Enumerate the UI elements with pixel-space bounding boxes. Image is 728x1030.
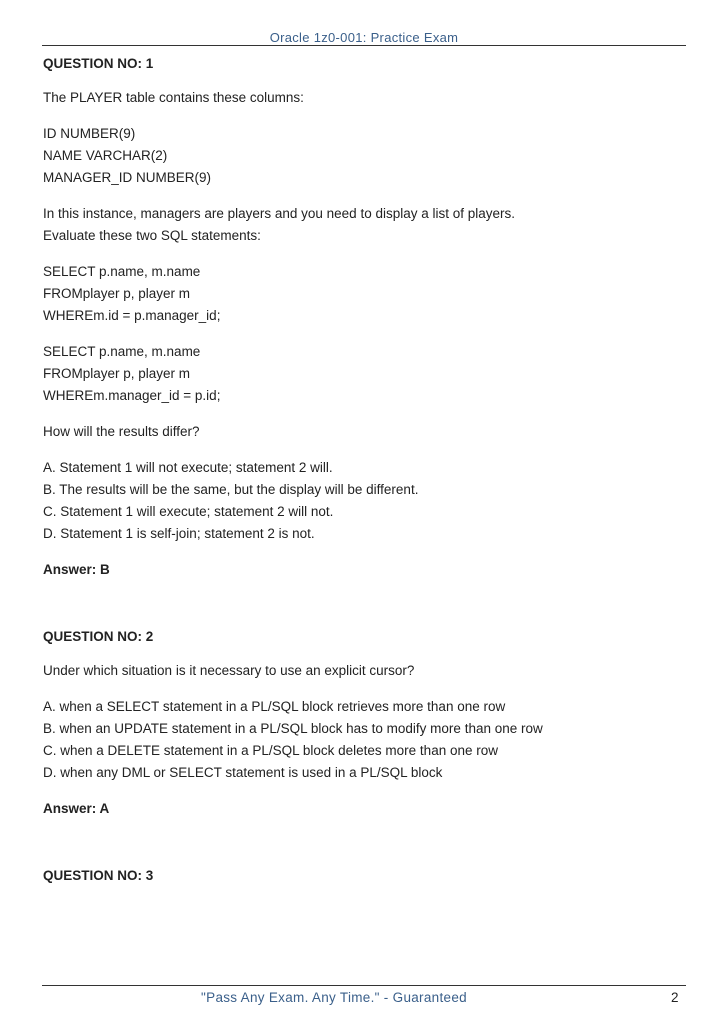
text-line: SELECT p.name, m.name bbox=[43, 264, 201, 279]
option-a: A. Statement 1 will not execute; statement 2 will. bbox=[43, 460, 333, 475]
text-line: How will the results differ? bbox=[43, 424, 200, 439]
header-divider bbox=[42, 45, 686, 46]
text-line: NAME VARCHAR(2) bbox=[43, 148, 168, 163]
answer-key: Answer: A bbox=[43, 801, 110, 816]
text-line: In this instance, managers are players and you need to display a list of players. bbox=[43, 206, 516, 221]
question-heading: QUESTION NO: 1 bbox=[43, 56, 154, 71]
option-a: A. when a SELECT statement in a PL/SQL block retrieves more than one row bbox=[43, 699, 506, 714]
option-c: C. when a DELETE statement in a PL/SQL block deletes more than one row bbox=[43, 743, 498, 758]
question-context bbox=[43, 203, 683, 247]
text-line: Under which situation is it necessary to use an explicit cursor? bbox=[43, 663, 415, 678]
spacer bbox=[43, 581, 683, 626]
option-d: D. Statement 1 is self-join; statement 2 is not. bbox=[43, 526, 315, 541]
question-1 bbox=[43, 53, 683, 581]
column-list bbox=[43, 123, 683, 189]
text-line: WHEREm.id = p.manager_id; bbox=[43, 308, 221, 323]
document-body bbox=[43, 53, 683, 899]
footer-divider bbox=[42, 985, 686, 986]
question-3 bbox=[43, 865, 683, 887]
answer-options bbox=[43, 696, 683, 784]
option-c: C. Statement 1 will execute; statement 2 will not. bbox=[43, 504, 334, 519]
option-d: D. when any DML or SELECT statement is used in a PL/SQL block bbox=[43, 765, 443, 780]
text-line: ID NUMBER(9) bbox=[43, 126, 136, 141]
question-intro bbox=[43, 87, 683, 109]
option-b: B. The results will be the same, but the display will be different. bbox=[43, 482, 419, 497]
spacer bbox=[43, 820, 683, 865]
page-header-title: Oracle 1z0-001: Practice Exam bbox=[269, 30, 459, 45]
text-line: Evaluate these two SQL statements: bbox=[43, 228, 261, 243]
footer-slogan: "Pass Any Exam. Any Time." - Guaranteed bbox=[201, 990, 467, 1005]
question-prompt bbox=[43, 421, 683, 443]
text-line: WHEREm.manager_id = p.id; bbox=[43, 388, 221, 403]
option-b: B. when an UPDATE statement in a PL/SQL block has to modify more than one row bbox=[43, 721, 543, 736]
question-heading: QUESTION NO: 2 bbox=[43, 629, 154, 644]
question-2 bbox=[43, 626, 683, 820]
answer-options bbox=[43, 457, 683, 545]
sql-statement-1 bbox=[43, 261, 683, 327]
sql-statement-2 bbox=[43, 341, 683, 407]
text-line: FROMplayer p, player m bbox=[43, 366, 191, 381]
question-prompt bbox=[43, 660, 683, 682]
answer-key: Answer: B bbox=[43, 562, 110, 577]
page-number: 2 bbox=[671, 990, 679, 1005]
text-line: FROMplayer p, player m bbox=[43, 286, 191, 301]
text-line: MANAGER_ID NUMBER(9) bbox=[43, 170, 212, 185]
question-heading: QUESTION NO: 3 bbox=[43, 868, 154, 883]
text-line: SELECT p.name, m.name bbox=[43, 344, 201, 359]
text-line: The PLAYER table contains these columns: bbox=[43, 90, 304, 105]
